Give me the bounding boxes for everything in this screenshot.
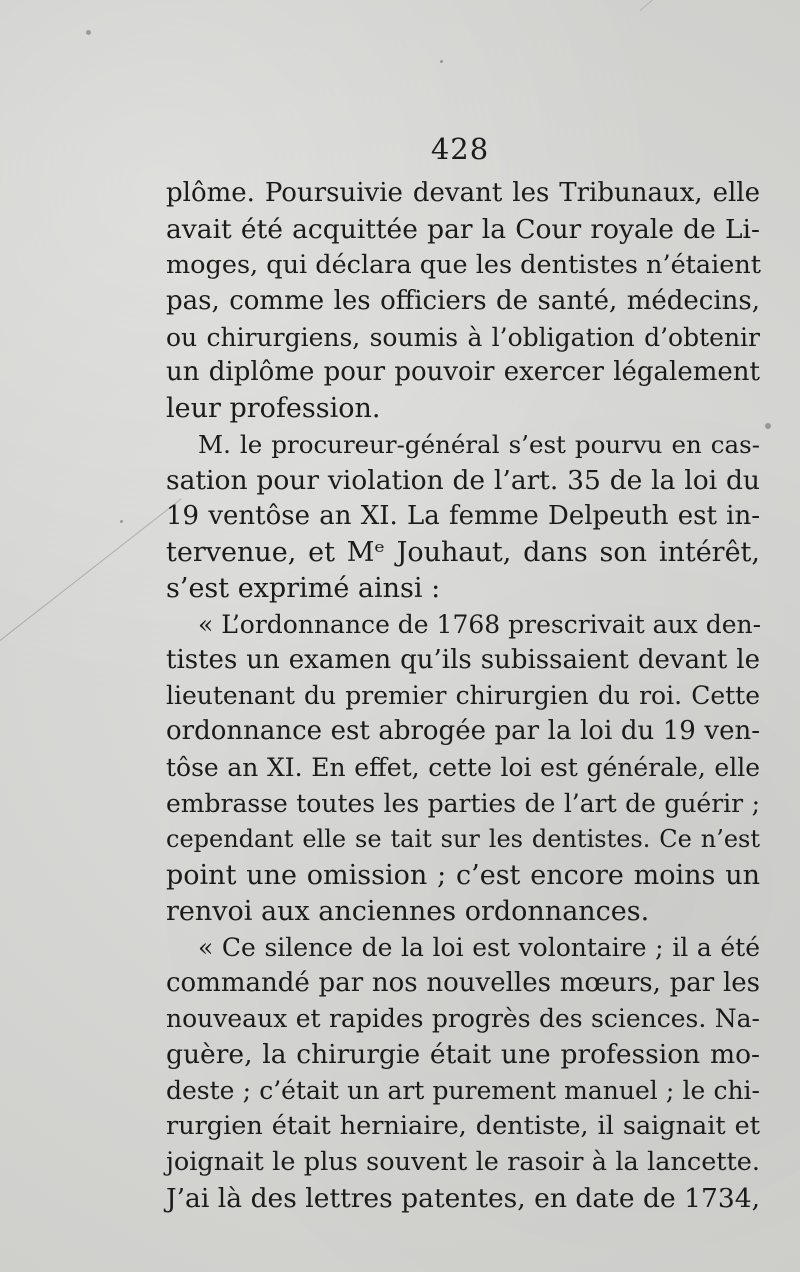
body-text <box>166 176 760 1217</box>
text-line: leur profession. <box>166 393 381 425</box>
text-line: 19 ventôse an XI. La femme Delpeuth est in- <box>166 501 760 532</box>
text-line: guère, la chirurgie était une profession mo- <box>166 1039 760 1071</box>
paper-crease <box>0 499 182 641</box>
text-line: rurgien était herniaire, dentiste, il saignait et <box>166 1111 760 1142</box>
text-line: point une omission ; c’est encore moins un <box>166 859 760 891</box>
text-line: J’ai là des lettres patentes, en date de 1734, <box>166 1182 760 1214</box>
text-line: avait été acquittée par la Cour royale de Li- <box>166 213 760 245</box>
text-line: deste ; c’était un art purement manuel ; le chi- <box>166 1076 760 1106</box>
text-line: sation pour violation de l’art. 35 de la loi du <box>166 465 760 497</box>
text-line: cependant elle se tait sur les dentistes. Ce n’est <box>166 825 760 854</box>
text-line: embrasse toutes les parties de l’art de guérir ; <box>166 789 760 819</box>
text-line: commandé par nos nouvelles mœurs, par les <box>166 967 760 998</box>
text-line: moges, qui déclara que les dentistes n’étaient <box>166 249 762 280</box>
text-line: s’est exprimé ainsi : <box>166 572 441 604</box>
page-number: 428 <box>430 132 490 166</box>
text-line: ordonnance est abrogée par la loi du 19 ven- <box>166 716 760 747</box>
ink-speck <box>440 60 443 63</box>
paper-crease-top <box>640 0 794 11</box>
text-line: tistes un examen qu’ils subissaient devant le <box>166 644 760 675</box>
text-line: « Ce silence de la loi est volontaire ; il a été <box>198 932 760 962</box>
text-line: renvoi aux anciennes ordonnances. <box>166 895 650 927</box>
ink-speck <box>120 520 123 523</box>
text-line: tôse an XI. En effet, cette loi est générale, elle <box>166 753 760 783</box>
ink-speck <box>86 30 91 35</box>
text-line: plôme. Poursuivie devant les Tribunaux, elle <box>166 178 760 208</box>
ink-speck <box>765 423 771 429</box>
text-line: pas, comme les officiers de santé, médecins, <box>166 285 760 316</box>
text-line: joignait le plus souvent le rasoir à la lancette. <box>166 1147 760 1178</box>
text-line: « L’ordonnance de 1768 prescrivait aux den- <box>198 609 762 639</box>
text-line: ou chirurgiens, soumis à l’obligation d’obtenir <box>166 322 760 352</box>
text-line: un diplôme pour pouvoir exercer légalement <box>166 357 760 388</box>
text-line: tervenue, et Mᵉ Jouhaut, dans son intérêt, <box>166 536 760 568</box>
text-line: nouveaux et rapides progrès des sciences. Na- <box>166 1004 760 1034</box>
text-line: lieutenant du premier chirurgien du roi. Cette <box>166 681 760 711</box>
text-line: M. le procureur-général s’est pourvu en cas- <box>198 430 760 460</box>
